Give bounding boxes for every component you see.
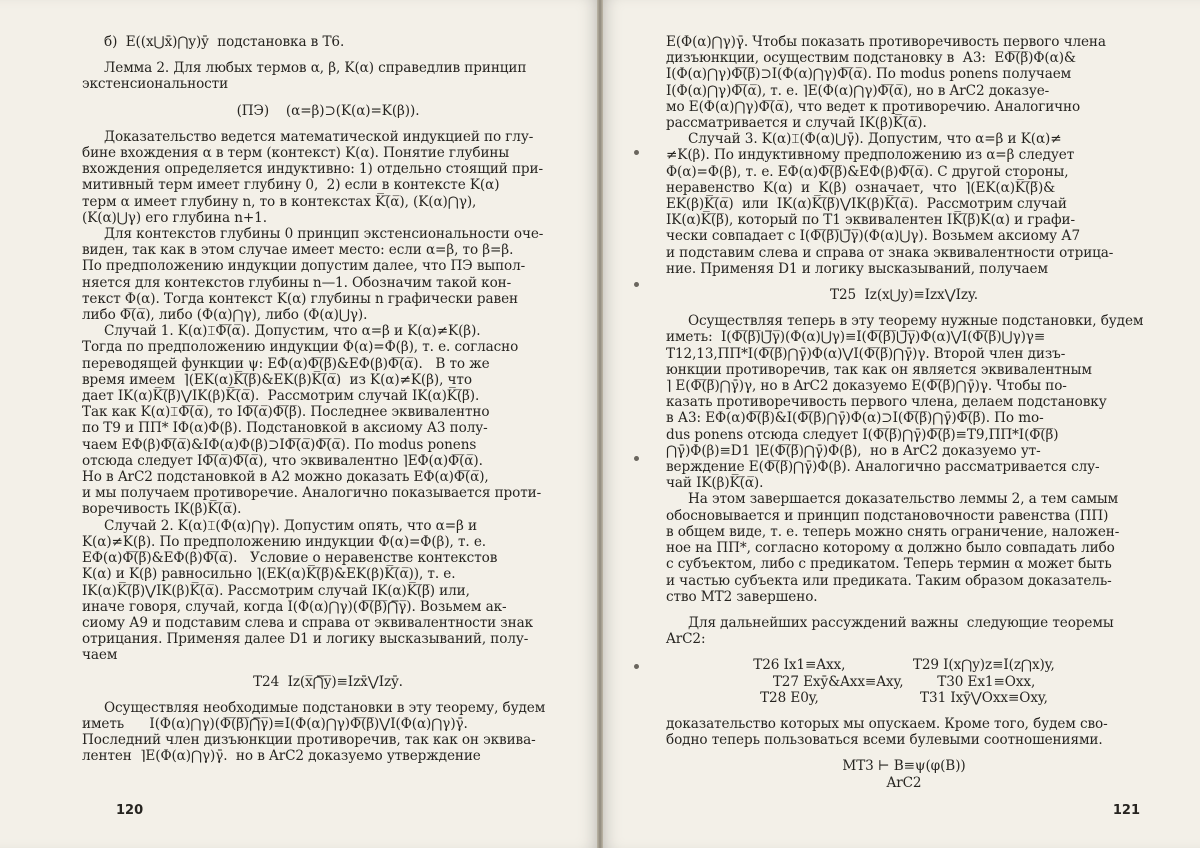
text-line: Осуществляя необходимые подстановки в эту теорему, будем <box>104 699 546 716</box>
text-line: Т28 E0y, Т31 Ixȳ⋁Oxx≡Oxy, <box>760 689 1048 706</box>
text-line: лентен ⌉E(Φ(α)⋂γ)γ̄. но в ArC2 доказуемо утверждение <box>82 748 481 765</box>
text-line: иметь: I(Φ̅(̅β̅)̅⋃̅γ̅)(Φ(α)⋃γ)≡I(Φ̅(̅β̅)̅⋃̅γ̅)Φ(α)⋁I(Φ̅(̅β̅)⋃γ)γ≡ <box>666 329 1046 346</box>
text-line: Для контекстов глубины 0 принцип экстенсиональности оче- <box>104 226 544 243</box>
text-line: обосновывается и принцип подстановочности равенства (ПП) <box>666 507 1109 524</box>
text-line: чаем <box>82 647 118 664</box>
text-line: Т12,13,ПП*I(Φ̅(̅β̅)⋂γ̄)Φ(α)⋁I(Φ̅(̅β̅)⋂γ̄)γ. Второй член дизъ- <box>666 345 1066 362</box>
text-line: время имеем ⌉(EK(α)K̅(̅β̅)&EK(β)K̅(̅α̅) из K(α)≠K(β), что <box>82 371 472 388</box>
text-line: ние. Применяя D1 и логику высказываний, получаем <box>666 260 1048 277</box>
text-line: Так как K(α)⌶Φ̅(̅α̅), то IΦ̅(̅α̅)Φ̅(̅β̅). Последнее эквивалентно <box>82 404 490 421</box>
text-line: чески совпадает с I(Φ̅(̅β̅)̅⋃̅γ̅)(Φ(α)⋃γ). Возьмем аксиому А7 <box>666 228 1081 245</box>
text-line: ⋂γ̄)Φ(β)≡D1 ⌉E(Φ̅(̅β̅)⋂γ̄)Φ(β), но в ArC2 доказуемо ут- <box>666 442 1041 459</box>
text-line: отсюда следует IΦ̅(̅α̅)Φ̅(̅α̅), что эквивалентно ⌉EΦ(α)Φ̅(̅α̅). <box>82 452 483 469</box>
text-line: отрицания. Применяя далее D1 и логику высказываний, полу- <box>82 631 529 648</box>
text-line: по Т9 и ПП* IΦ(α)Φ(β). Подстановкой в аксиому А3 полу- <box>82 420 488 437</box>
text-line: Т27 Exȳ&Axx≡Axy, Т30 Ex1≡Oxx, <box>772 673 1036 690</box>
text-line: виден, так как в этом случае имеет место: если α=β, то β=β. <box>82 242 514 259</box>
text-line: EK(β)K̅(̅α̅) или IK(α)K̅(̅β̅)⋁IK(β)K̅(̅α̅). Рассмотрим случай <box>666 196 1067 213</box>
text-line: б) E((x⋃x̄)⋂y)ȳ подстановка в Т6. <box>104 34 345 50</box>
text-line: доказательство которых мы опускаем. Кроме того, будем сво- <box>666 715 1108 732</box>
text-line: чай IK(β)K̅(̅α̅). <box>666 475 764 492</box>
text-line: ArC2 <box>886 774 922 791</box>
text-line: Случай 1. K(α)⌶Φ̅(̅α̅). Допустим, что α=β и K(α)≠K(β). <box>104 323 481 340</box>
text-line: Лемма 2. Для любых термов α, β, K(α) справедлив принцип <box>104 60 527 77</box>
book-gutter <box>597 0 603 848</box>
text-line: (K(α)⋃γ) его глубина n+1. <box>82 209 267 226</box>
text-line: дизъюнкции, осуществим подстановку в А3: EΦ̅(̅β̅)Φ(α)& <box>666 50 1076 67</box>
text-line: юнкции противоречив, так как он является эквивалентным <box>666 361 1092 378</box>
text-line: Но в ArC2 подстановкой в А2 можно доказать EΦ(α)Φ̅(̅α̅), <box>82 469 489 486</box>
text-line: I(Φ(α)⋂γ)Φ̅(̅β̅)⊃I(Φ(α)⋂γ)Φ̅(̅α̅). По modus ponens получаем <box>666 66 1072 83</box>
text-line: dus ponens отсюда следует I(Φ̅(̅β̅)⋂γ̄)Φ̅(̅β̅)≡Т9,ПП*I(Φ̅(̅β̅) <box>666 426 1059 443</box>
text-line: воречивость IK(β)K̅(̅α̅). <box>82 501 242 518</box>
text-line: Доказательство ведется математической индукцией по глу- <box>104 128 534 145</box>
text-line: казать противоречивость первого члена, делаем подстановку <box>666 394 1107 411</box>
text-line: мо E(Φ(α)⋂γ)Φ̅(̅α̅), что ведет к противоречию. Аналогично <box>666 98 1081 115</box>
text-line: няется для контекстов глубины n—1. Обозначим такой кон- <box>82 274 512 291</box>
text-line: иначе говоря, случай, когда I(Φ(α)⋂γ)(Φ̅(̅β̅)̅⋂̅γ̅). Возьмем ак- <box>82 598 507 615</box>
text-line: текст Φ(α). Тогда контекст K(α) глубины n графически равен <box>82 290 518 307</box>
text-line: Тогда по предположению индукции Φ(α)=Φ(β), т. е. согласно <box>82 339 519 356</box>
text-line: МТ3 ⊢ B≡ψ(φ(B)) <box>842 758 966 775</box>
right-page-text <box>666 34 1142 791</box>
margin-dot <box>634 456 639 461</box>
text-line: На этом завершается доказательство леммы 2, а тем самым <box>688 491 1119 508</box>
margin-dot <box>634 664 639 669</box>
text-line: в А3: EΦ(α)Φ̅(̅β̅)&I(Φ̅(̅β̅)⋂γ̄)Φ(α)⊃I(Φ̅(̅β̅)⋂γ̄)Φ̅(̅β̅). По mo- <box>666 410 1044 427</box>
text-line: и частью субъекта или предиката. Таким образом доказатель- <box>666 572 1112 589</box>
text-line: митивный терм имеет глубину 0, 2) если в контексте K(α) <box>82 177 500 194</box>
left-page-text <box>82 34 574 765</box>
text-line: терм α имеет глубину n, то в контекстах K̅(̅α̅), (K(α)⋂γ), <box>82 193 477 210</box>
text-line: дает IK(α)K̅(̅β̅)⋁IK(β)K̅(̅α̅). Рассмотрим случай IK(α)K̅(̅β̅). <box>82 388 480 405</box>
text-line: иметь I(Φ(α)⋂γ)(Φ̅(̅β̅)̅⋂̅γ̅)≡I(Φ(α)⋂γ)Φ̅(̅β̅)⋁I(Φ(α)⋂γ)γ̄. <box>82 715 468 732</box>
text-line: K(α)≠K(β). По предположению индукции Φ(α)=Φ(β), т. е. <box>82 533 486 550</box>
text-line: Осуществляя теперь в эту теорему нужные подстановки, будем <box>688 313 1144 330</box>
text-line: либо Φ̅(̅α̅), либо (Φ(α)⋂γ), либо (Φ(α)⋃γ). <box>82 307 368 324</box>
text-line: переводящей функции ψ: EΦ(α)Φ̅(̅β̅)&EΦ(β)Φ̅(̅α̅). В то же <box>82 355 490 372</box>
text-line: с субъектом, либо с предикатом. Теперь термин α может быть <box>666 556 1112 573</box>
text-line: рассматривается и случай IK(β)K̅(̅α̅). <box>666 115 927 132</box>
text-line: I(Φ(α)⋂γ)Φ̅(̅α̅), т. е. ⌉E(Φ(α)⋂γ)Φ̅(̅α̅), но в ArC2 доказуе- <box>666 82 1050 99</box>
text-line: бодно теперь пользоваться всеми булевыми соотношениями. <box>666 732 1103 749</box>
margin-dot <box>634 282 639 287</box>
text-line: в общем виде, т. е. теперь можно снять ограничение, наложен- <box>666 523 1120 540</box>
text-line: экстенсиональности <box>82 76 229 93</box>
text-line: ство МТ2 завершено. <box>666 588 818 605</box>
text-line: бине вхождения α в терм (контекст) K(α). Понятие глубины <box>82 145 510 162</box>
text-line: ⌉ E(Φ̅(̅β̅)⋂γ̄)γ, но в ArC2 доказуемо E(Φ̅(̅β̅)⋂γ̄)γ. Чтобы по- <box>666 378 1067 395</box>
text-line: сиому А9 и подставим слева и справа от эквивалентности знак <box>82 614 533 631</box>
text-line: По предположению индукции допустим далее, что ПЭ выпол- <box>82 258 526 275</box>
text-line: ArC2: <box>666 631 706 648</box>
text-line: IK(α)K̅(̅β̅), который по Т1 эквивалентен IK̅(̅β̅)K(α) и графи- <box>666 212 1075 229</box>
text-line: Т24 Iz(x̅⋂̅y̅)≡Izx̄⋁Izȳ. <box>253 673 403 690</box>
text-line: неравенство K(α) и K(β) означает, что ⌉(EK(α)K̅(̅β̅)& <box>666 179 1056 196</box>
text-line: и подставим слева и справа от знака эквивалентности отрица- <box>666 244 1114 261</box>
text-line: EΦ(α)Φ̅(̅β̅)&EΦ(β)Φ̅(̅α̅). Условие о неравенстве контекстов <box>82 550 498 567</box>
text-line: ное на ПП*, согласно которому α должно было совпадать либо <box>666 540 1115 557</box>
text-line: Для дальнейших рассуждений важны следующие теоремы <box>688 614 1114 631</box>
text-line: ≠K(β). По индуктивному предположению из α=β следует <box>666 147 1075 164</box>
right-page <box>600 0 1200 848</box>
text-line: Случай 3. K(α)⌶(Φ(α)⋃γ̄). Допустим, что α=β и K(α)≠ <box>688 131 1062 148</box>
right-page-number: 121 <box>1112 803 1140 818</box>
text-line: K(α) и K(β) равносильно ⌉(EK(α)K̅(̅β̅)&EK(β)K̅(̅α̅)), т. е. <box>82 566 456 583</box>
text-line: Т26 Ix1≡Axx, Т29 I(x⋂y)z≡I(z⋂x)y, <box>753 657 1055 674</box>
margin-dot <box>634 150 639 155</box>
text-line: E(Φ(α)⋂γ)γ̄. Чтобы показать противоречивость первого члена <box>666 34 1106 50</box>
text-line: Случай 2. K(α)⌶(Φ(α)⋂γ). Допустим опять, что α=β и <box>104 517 477 534</box>
text-line: вхождения определяется индуктивно: 1) отдельно стоящий при- <box>82 161 543 178</box>
text-line: Т25 Iz(x⋃y)≡Izx⋁Izy. <box>829 287 978 304</box>
text-line: (ПЭ) (α=β)⊃(K(α)=K(β)). <box>236 102 420 119</box>
text-line: чаем EΦ(β)Φ̅(̅α̅)&IΦ(α)Φ(β)⊃IΦ̅(̅α̅)Φ̅(̅α̅). По modus ponens <box>82 436 477 453</box>
text-line: и мы получаем противоречие. Аналогично показывается проти- <box>82 485 542 502</box>
text-line: Φ(α)=Φ(β), т. е. EΦ(α)Φ̅(̅β̅)&EΦ(β)Φ̅(̅α̅). С другой стороны, <box>666 163 1069 180</box>
text-line: Последний член дизъюнкции противоречив, так как он эквива- <box>82 732 536 749</box>
text-line: IK(α)K̅(̅β̅)⋁IK(β)K̅(̅α̅). Рассмотрим случай IK(α)K̅(̅β̅) или, <box>82 582 470 599</box>
text-line: верждение E(Φ̅(̅β̅)⋂γ̄)Φ(β). Аналогично рассматривается слу- <box>666 459 1100 476</box>
left-page-number: 120 <box>116 803 144 818</box>
